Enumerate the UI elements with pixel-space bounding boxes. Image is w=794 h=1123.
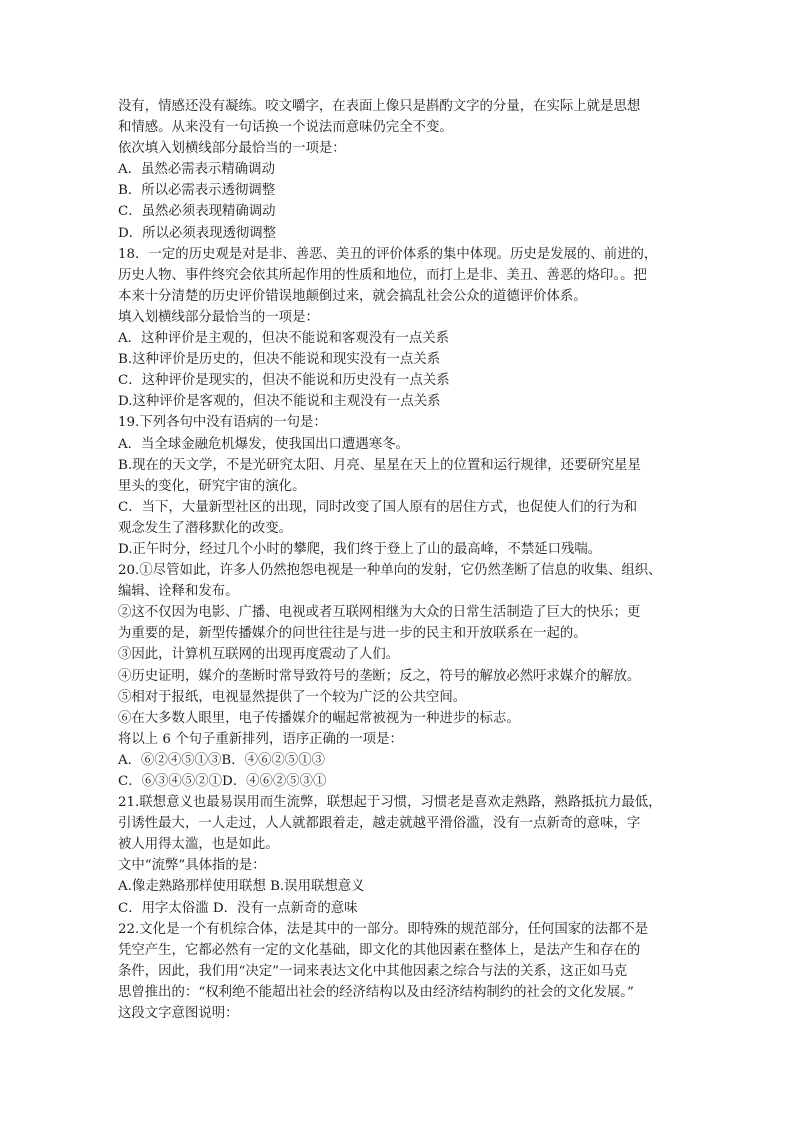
text-line: 没有，情感还没有凝练。咬文嚼字，在表面上像只是斟酌文字的分量，在实际上就是思想 — [118, 99, 641, 114]
text-line: 18．一定的历史观是对是非、善恶、美丑的评价体系的集中体现。历史是发展的、前进的， — [118, 246, 658, 262]
text-line: 里头的变化，研究宇宙的演化。 — [118, 478, 306, 494]
text-line: 条件，因此，我们用“决定”一词来表达文化中其他因素之综合与法的关系，这正如马克 — [118, 963, 628, 979]
text-line: 22.文化是一个有机综合体，法是其中的一部分。即特殊的规范部分，任何国家的法都不是 — [118, 921, 649, 937]
text-line: 20.①尽管如此，许多人仍然抱怨电视是一种单向的发射，它仍然垄断了信息的收集、组织、 — [118, 563, 662, 579]
text-line: 这段文字意图说明： — [118, 1006, 239, 1022]
text-line: D.这种评价是客观的，但决不能说和主观没有一点关系 — [118, 394, 441, 410]
text-line: A．当全球金融危机爆发，使我国出口遭遇寒冬。 — [118, 436, 409, 452]
text-line: 和情感。从来没有一句话换一个说法而意味仍完全不变。 — [118, 120, 453, 136]
text-line: A．⑥②④⑤①③B．④⑥②⑤①③ — [118, 752, 325, 768]
text-line: 引诱性最大，一人走过，人人就都跟着走，越走就越平滑俗滥，没有一点新奇的意味，字 — [118, 816, 641, 832]
text-line: 思曾推出的：“权利绝不能超出社会的经济结构以及由经济结构制约的社会的文化发展。” — [118, 984, 634, 1000]
text-line: ③因此，计算机互联网的出现再度震动了人们。 — [118, 647, 400, 663]
text-line: 21.联想意义也最易误用而生流弊，联想起于习惯，习惯老是喜欢走熟路，熟路抵抗力最低， — [118, 795, 662, 811]
text-line: D．所以必须表现透彻调整 — [118, 225, 277, 241]
text-line: 历史人物、事件终究会依其所起作用的性质和地位，而打上是非、美丑、善恶的烙印。。把 — [118, 267, 647, 283]
text-line: A．虽然必需表示精确调动 — [118, 162, 275, 178]
text-line: A．这种评价是主观的，但决不能说和客观没有一点关系 — [118, 331, 450, 347]
text-line: ②这不仅因为电影、广播、电视或者互联网相继为大众的日常生活制造了巨大的快乐；更 — [118, 605, 641, 621]
text-line: ⑤相对于报纸，电视显然提供了一个较为广泛的公共空间。 — [118, 689, 467, 705]
text-line: 依次填入划横线部分最恰当的一项是： — [118, 141, 346, 157]
text-line: 文中“流弊”具体指的是： — [118, 858, 266, 874]
text-line: C．虽然必须表现精确调动 — [118, 204, 276, 220]
text-line: C．⑥③④⑤②①D．④⑥②⑤③① — [118, 774, 327, 789]
text-line: ④历史证明，媒介的垄断时常导致符号的垄断；反之，符号的解放必然吁求媒介的解放。 — [118, 668, 641, 684]
text-line: B．所以必需表示透彻调整 — [118, 183, 276, 199]
text-line: C．当下，大量新型社区的出现，同时改变了国人原有的居住方式，也促使人们的行为和 — [118, 499, 638, 515]
text-line: 被人用得太滥，也是如此。 — [118, 837, 279, 853]
text-line: ⑥在大多数人眼里，电子传播媒介的崛起常被视为一种进步的标志。 — [118, 710, 520, 726]
text-line: A.像走熟路那样使用联想 B.误用联想意义 — [118, 879, 365, 895]
text-line: C．这种评价是现实的，但决不能说和历史没有一点关系 — [118, 373, 450, 389]
text-line: 编辑、诠释和发布。 — [118, 584, 239, 600]
text-line: D.正午时分，经过几个小时的攀爬，我们终于登上了山的最高峰，不禁延口残喘。 — [118, 541, 602, 557]
text-line: C．用字太俗滥 D．没有一点新奇的意味 — [118, 900, 358, 916]
text-line: 观念发生了潜移默化的改变。 — [118, 520, 293, 536]
text-line: B.这种评价是历史的，但决不能说和现实没有一点关系 — [118, 352, 441, 368]
text-line: 将以上 6 个句子重新排列，语序正确的一项是： — [118, 731, 403, 747]
document-page — [118, 96, 678, 1024]
text-line: B.现在的天文学，不是光研究太阳、月亮、星星在天上的位置和运行规律，还要研究星星 — [118, 457, 641, 473]
text-line: 本来十分清楚的历史评价错误地颠倒过来，就会搞乱社会公众的道德评价体系。 — [118, 288, 587, 304]
text-line: 19.下列各句中没有语病的一句是： — [118, 415, 327, 431]
text-line: 为重要的是，新型传播媒介的问世往往是与进一步的民主和开放联系在一起的。 — [118, 626, 587, 642]
text-line: 填入划横线部分最恰当的一项是： — [118, 309, 319, 325]
text-line: 凭空产生，它都必然有一定的文化基础，即文化的其他因素在整体上，是法产生和存在的 — [118, 942, 641, 958]
